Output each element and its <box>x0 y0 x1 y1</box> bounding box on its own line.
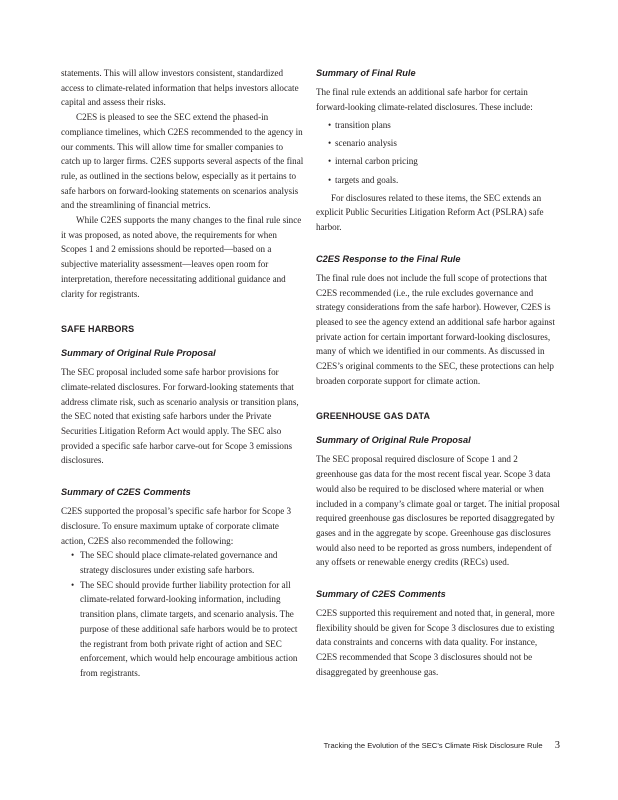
paragraph-compliance-timelines: C2ES is pleased to see the SEC extend the phased-in compliance timelines, which C2ES recommended to the agency in our comments. This will allow time for smaller companies to catch up to larger firms. C2ES supports several aspects of the final rule, as outlined in the sections below, especially as it pertains to safe harbors on forward-looking statements on scenarios analysis and the streamlining of financial metrics. <box>61 112 304 211</box>
list-item: • The SEC should provide further liability protection for all climate-related forward-looking information, including transition plans, climate targets, and scenario analysis. The purpose of these additional safe harbors would be to protect the registrant from both private right of action and SEC enforcement, which would help encourage ambitious action from registrants. <box>61 578 304 681</box>
section-heading-safe-harbors: SAFE HARBORS <box>61 324 135 335</box>
paragraph-pslra: For disclosures related to these items, the SEC extends an explicit Public Securities Litigation Reform Act (PSLRA) safe harbor. <box>316 192 544 233</box>
subheading-c2es-comments: Summary of C2ES Comments <box>61 487 191 498</box>
paragraph-continued: statements. This will allow investors consistent, standardized access to climate-related information that helps investors allocate capital and assess their risks. <box>61 68 299 108</box>
footer-title: Tracking the Evolution of the SEC’s Climate Risk Disclosure Rule <box>323 741 543 750</box>
paragraph-c2es-response: The final rule does not include the full scope of protections that C2ES recommended (i.e., the rule excludes governance and strategy considerations from the safe harbor). However, C2ES is pleased to see the agency extend an additional safe harbor against private action for certain important forward-looking disclosures, many of which we identified in our comments. As discussed in C2ES’s original comments to the SEC, these protections can help broaden corporate support for climate action. <box>316 272 555 386</box>
page-footer <box>324 740 560 751</box>
page-number: 3 <box>554 740 560 751</box>
paragraph-ghg-comments: C2ES supported this requirement and noted that, in general, more flexibility should be given for Scope 3 disclosures due to existing data constraints and concerns with data quality. For instance, C2ES recommended that Scope 3 disclosures should not be disaggregated by greenhouse gas. <box>316 608 555 677</box>
list-item: • The SEC should place climate-related governance and strategy disclosures under existing safe harbors. <box>61 548 304 577</box>
list-item: • internal carbon pricing <box>316 154 560 169</box>
subheading-final-rule: Summary of Final Rule <box>316 68 416 78</box>
left-column <box>61 66 304 681</box>
recommendations-list <box>61 548 304 680</box>
paragraph-safe-harbor-proposal: The SEC proposal included some safe harbor provisions for climate-related disclosures. For forward-looking statements that address climate risk, such as scenario analysis or transition plans, the SEC noted that existing safe harbors under the Private Securities Litigation Reform Act would apply. The SEC also provided a specific safe harbor carve-out for Scope 3 emissions disclosures. <box>61 367 299 466</box>
paragraph-scope-requirements: While C2ES supports the many changes to the final rule since it was proposed, as noted above, the requirements for when Scopes 1 and 2 emissions should be reported—based on a subjective materiality assessment—leaves open room for interpretation, therefore necessitating additional guidance and clarity for registrants. <box>61 215 302 299</box>
forward-looking-items-list <box>316 118 560 187</box>
subheading-ghg-c2es-comments: Summary of C2ES Comments <box>316 589 446 600</box>
subheading-original-proposal: Summary of Original Rule Proposal <box>61 348 216 359</box>
right-column <box>316 66 560 680</box>
paragraph-ghg-proposal: The SEC proposal required disclosure of Scope 1 and 2 greenhouse gas data for the most recent fiscal year. Scope 3 data would also be required to be disclosed where material or when included in a company’s climate goal or target. The initial proposal required greenhouse gas disclosures be reported disaggregated by gases and in the aggregate by scope. Greenhouse gas disclosures would also need to be reported as gross numbers, independent of any offsets or renewable energy credits (RECs) used. <box>316 454 560 568</box>
subheading-c2es-response: C2ES Response to the Final Rule <box>316 253 461 264</box>
list-item: • transition plans <box>316 118 560 133</box>
section-heading-greenhouse-gas-data: GREENHOUSE GAS DATA <box>316 411 431 422</box>
paragraph-final-rule: The final rule extends an additional safe harbor for certain forward-looking climate-related disclosures. These include: <box>316 87 533 112</box>
subheading-ghg-original-proposal: Summary of Original Rule Proposal <box>316 435 471 446</box>
list-item: • targets and goals. <box>316 173 560 188</box>
list-item: • scenario analysis <box>316 136 560 151</box>
paragraph-c2es-comments: C2ES supported the proposal’s specific safe harbor for Scope 3 disclosure. To ensure maximum uptake of corporate climate action, C2ES also recommended the following: <box>61 506 292 546</box>
